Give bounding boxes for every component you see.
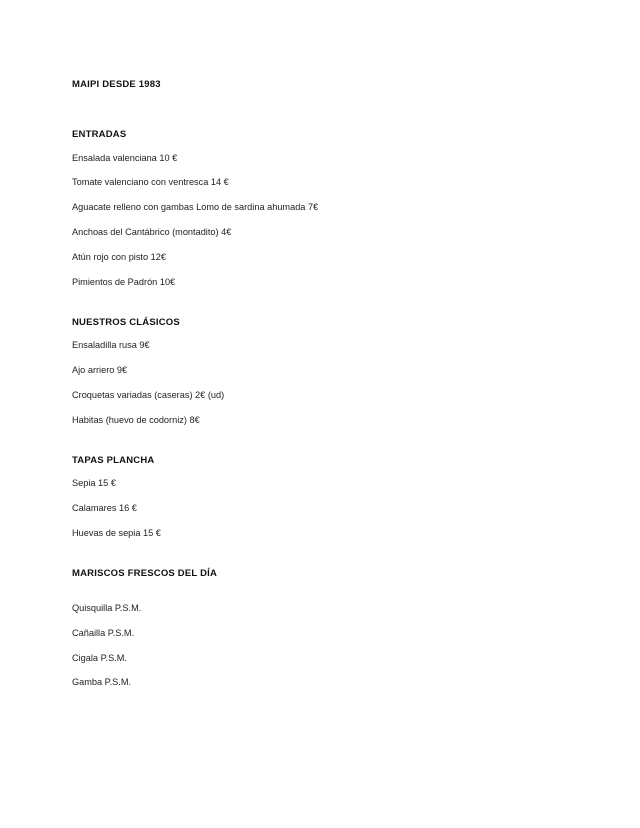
menu-item: Croquetas variadas (caseras) 2€ (ud) — [72, 389, 225, 400]
section-heading: TAPAS PLANCHA — [72, 454, 155, 466]
menu-section-nuestros-clasicos — [72, 316, 568, 427]
menu-item: Cigala P.S.M. — [72, 652, 127, 663]
menu-item: Atún rojo con pisto 12€ — [72, 252, 166, 263]
page-title: MAIPI DESDE 1983 — [72, 79, 161, 90]
menu-item: Ensalada valenciana 10 € — [72, 152, 178, 163]
menu-section-tapas-plancha — [72, 454, 568, 540]
section-heading: NUESTROS CLÁSICOS — [72, 316, 180, 328]
menu-item: Quisquilla P.S.M. — [72, 602, 142, 613]
menu-item: Tomate valenciano con ventresca 14 € — [72, 177, 229, 188]
menu-item: Huevas de sepia 15 € — [72, 527, 161, 538]
menu-item: Ensaladilla rusa 9€ — [72, 340, 150, 351]
menu-item: Habitas (huevo de codorniz) 8€ — [72, 414, 200, 425]
menu-item: Anchoas del Cantábrico (montadito) 4€ — [72, 227, 232, 238]
menu-item: Aguacate relleno con gambas Lomo de sardina ahumada 7€ — [72, 202, 319, 213]
menu-item: Sepia 15 € — [72, 477, 116, 488]
menu-item: Ajo arriero 9€ — [72, 365, 128, 376]
menu-item: Pimientos de Padrón 10€ — [72, 276, 176, 287]
menu-section-mariscos-frescos-del-dia — [72, 567, 568, 690]
menu-item: Calamares 16 € — [72, 502, 137, 513]
menu-section-entradas — [72, 128, 568, 289]
menu-item: Gamba P.S.M. — [72, 677, 132, 688]
section-heading: MARISCOS FRESCOS DEL DÍA — [72, 567, 218, 579]
menu-item: Cañailla P.S.M. — [72, 627, 135, 638]
section-heading: ENTRADAS — [72, 129, 127, 141]
